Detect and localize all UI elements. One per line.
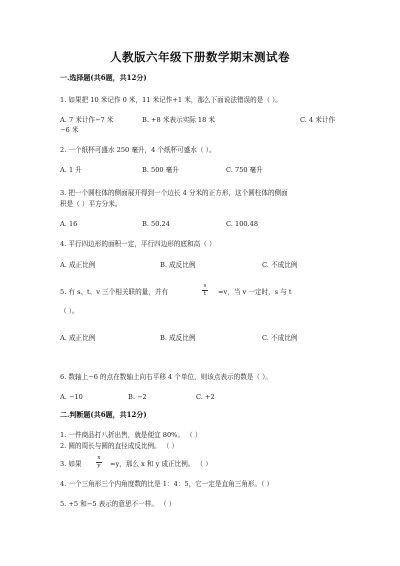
- question-5-option-c: C. 不成比例: [262, 334, 298, 342]
- question-4-option-c: C. 不成比例: [262, 261, 298, 269]
- judgement-3-post: =y，那么 x 和 y 成正比例。 （ ）: [110, 460, 212, 468]
- judgement-3-fraction: [96, 455, 102, 470]
- question-1-option-b: B. +8 米表示实际 18 米: [142, 116, 215, 124]
- judgement-5: 5. +5 和−5 表示的意思不一样。 （ ）: [60, 500, 176, 508]
- question-5-fraction-denominator: t: [203, 291, 207, 297]
- question-4-option-b: B. 成反比例: [160, 261, 196, 269]
- judgement-3-pre: 3. 如果: [60, 460, 82, 468]
- question-3-option-c: C. 100.48: [226, 220, 259, 228]
- question-5-fraction-numerator: s: [203, 283, 207, 289]
- section-heading-choice: 一.选择题(共6题，共12分): [60, 73, 147, 82]
- question-1-option-c-continued: −6 米: [60, 126, 79, 134]
- question-4-stem: 4. 平行四边形的面积一定，平行四边形的底和高（ ）: [60, 240, 216, 248]
- question-5-stem-post: =v，当 v 一定时，s 与 t: [218, 288, 292, 296]
- question-2-option-a: A. 1 升: [60, 166, 82, 174]
- question-5-option-a: A. 成正比例: [60, 334, 96, 342]
- question-1-option-a: A. 7 米计作−7 米: [60, 116, 114, 124]
- question-2-option-b: B. 500 毫升: [142, 166, 179, 174]
- question-4-option-a: A. 成正比例: [60, 261, 96, 269]
- page-title: 人教版六年级下册数学期末测试卷: [110, 50, 290, 64]
- question-3-option-b: B. 50.24: [142, 220, 170, 228]
- question-5-option-b: B. 成反比例: [160, 334, 196, 342]
- judgement-3-fraction-denominator: y: [97, 463, 101, 469]
- question-6-option-b: B. −2: [128, 393, 147, 401]
- question-3-stem-continued: 积是（ ）平方分米。: [60, 200, 122, 208]
- question-1-stem: 1. 如果把 10 米记作 0 米，11 米记作+1 米，那么下面说法错误的是（ ）。: [60, 96, 282, 104]
- question-1-option-c: C. 4 米计作: [300, 116, 336, 124]
- judgement-1: 1. 一件商品打八折出售，就是便宜 80%。 （ ）: [60, 431, 202, 439]
- question-3-stem: 3. 把一个圆柱体的侧面展开得到一个边长 4 分米的正方形，这个圆柱体的侧面: [60, 189, 288, 197]
- question-6-option-a: A. −10: [60, 393, 83, 401]
- question-5-fraction: [202, 283, 208, 298]
- section-heading-judgement: 二.判断题(共6题，共12分): [60, 410, 147, 419]
- judgement-4: 4. 一个三角形三个内角度数的比是 1：4：5，它一定是直角三角形。（ ）: [60, 480, 274, 488]
- question-3-option-a: A. 16: [60, 220, 78, 228]
- question-2-stem: 2. 一个纸杯可盛水 250 毫升，4 个纸杯可盛水（ ）。: [60, 146, 216, 154]
- question-6-option-c: C. +2: [196, 393, 215, 401]
- question-2-option-c: C. 750 毫升: [226, 166, 263, 174]
- question-5-stem-continued: （ ）。: [60, 307, 79, 315]
- question-5-stem: 5. 有 s、t、v 三个相关联的量，并有: [60, 288, 169, 296]
- judgement-2: 2. 圆的周长与圆的直径成反比例。 （ ）: [60, 442, 179, 450]
- question-6-stem: 6. 数轴上−6 的点在数轴上向右平移 4 个单位，则该点表示的数是（ ）。: [60, 373, 273, 381]
- judgement-3-fraction-numerator: x: [97, 455, 101, 461]
